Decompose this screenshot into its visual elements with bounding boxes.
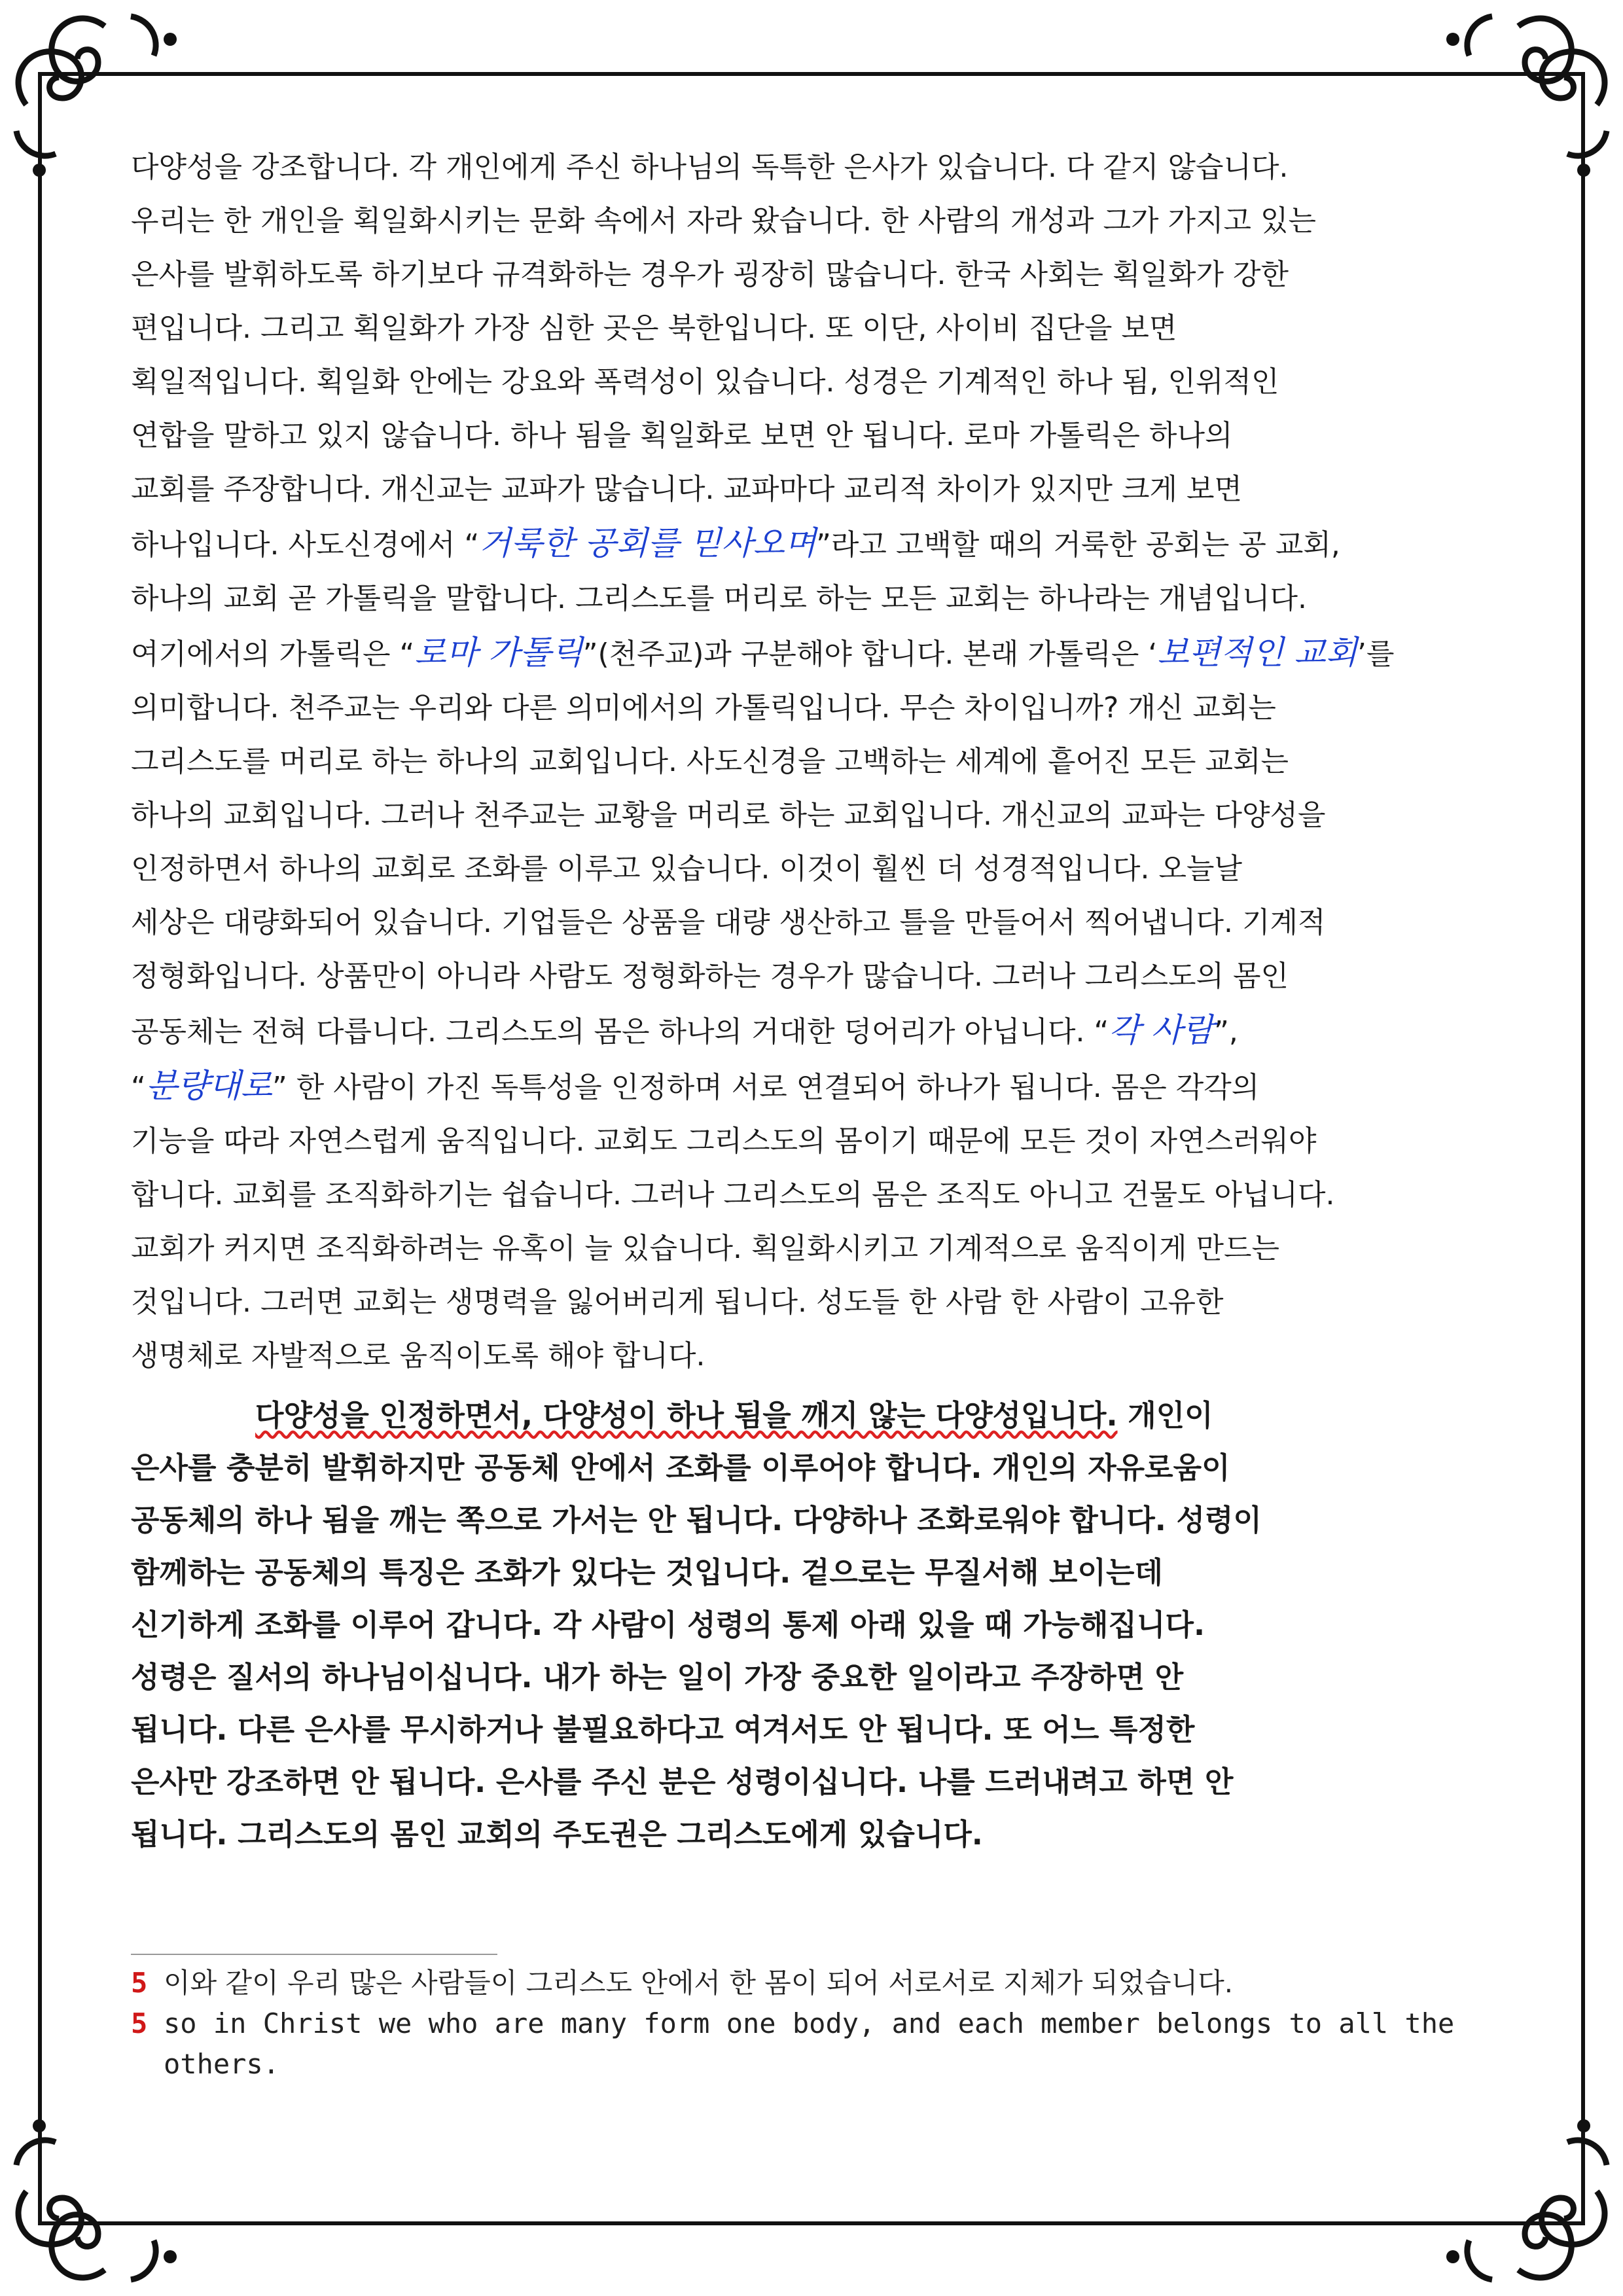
text-line: 것입니다. 그러면 교회는 생명력을 잃어버리게 됩니다. 성도들 한 사람 한 사람이 고유한 xyxy=(131,1285,1224,1319)
text-line: 성령은 질서의 하나님이십니다. 내가 하는 일이 가장 중요한 일이라고 주장하면 안 xyxy=(131,1660,1184,1695)
text-line: 교회를 주장합니다. 개신교는 교파가 많습니다. 교파마다 교리적 차이가 있지만 크게 보면 xyxy=(131,473,1242,506)
text-line: 생명체로 자발적으로 움직이도록 해야 합니다. xyxy=(131,1339,705,1372)
underlined-emphasis: 다양성을 인정하면서, 다양성이 하나 됨을 깨지 않는 다양성입니다. xyxy=(255,1398,1118,1433)
text-line: 은사만 강조하면 안 됩니다. 은사를 주신 분은 성령이십니다. 나를 드러내려고 하면 안 xyxy=(131,1765,1234,1799)
text-segment: 공동체는 전혀 다릅니다. 그리스도의 몸은 하나의 거대한 덩어리가 아닙니다. “ xyxy=(131,1015,1109,1049)
text-line: 연합을 말하고 있지 않습니다. 하나 됨을 획일화로 보면 안 됩니다. 로마 가톨릭은 하나의 xyxy=(131,419,1233,452)
text-segment: 하나입니다. 사도신경에서 “ xyxy=(131,528,480,562)
text-line: 기능을 따라 자연스럽게 움직입니다. 교회도 그리스도의 몸이기 때문에 모든 것이 자연스러워야 xyxy=(131,1124,1317,1158)
handwritten-annotation: 거룩한 공회를 믿사오며 xyxy=(479,524,817,562)
text-segment: ”(천주교)과 구분해야 합니다. 본래 가톨릭은 ‘ xyxy=(582,637,1158,671)
footnotes xyxy=(131,1954,1492,2085)
text-line: 편입니다. 그리고 획일화가 가장 심한 곳은 북한입니다. 또 이단, 사이비 집단을 보면 xyxy=(131,312,1177,345)
text-line: 그리스도를 머리로 하는 하나의 교회입니다. 사도신경을 고백하는 세계에 흩어진 모든 교회는 xyxy=(131,745,1289,778)
footnote-divider xyxy=(131,1954,497,1955)
text-line: 우리는 한 개인을 획일화시키는 문화 속에서 자라 왔습니다. 한 사람의 개성과 그가 가지고 있는 xyxy=(131,204,1316,238)
text-line: 은사를 충분히 발휘하지만 공동체 안에서 조화를 이루어야 합니다. 개인의 자유로움이 xyxy=(131,1450,1230,1485)
text-segment: ’를 xyxy=(1357,637,1395,671)
text-segment: “ xyxy=(131,1071,146,1104)
footnote-number: 5 xyxy=(131,1967,148,1999)
footnote-number: 5 xyxy=(131,2007,148,2039)
text-line-first xyxy=(131,1390,1492,1442)
ornament-corner-bottom-right xyxy=(1427,2100,1623,2296)
handwritten-annotation: 분량대로 xyxy=(145,1067,272,1105)
text-line: 세상은 대량화되어 있습니다. 기업들은 상품을 대량 생산하고 틀을 만들어서 찍어냅니다. 기계적 xyxy=(131,906,1326,939)
text-segment: ”라고 고백할 때의 거룩한 공회는 공 교회, xyxy=(816,528,1340,562)
text-line: 은사를 발휘하도록 하기보다 규격화하는 경우가 굉장히 많습니다. 한국 사회는 획일화가 강한 xyxy=(131,258,1289,291)
footnote-text: so in Christ we who are many form one body, and each member belongs to all the others. xyxy=(164,2007,1455,2080)
document-body xyxy=(131,141,1492,1861)
handwritten-annotation: 보편적인 교회 xyxy=(1157,634,1358,672)
text-line: 의미합니다. 천주교는 우리와 다른 의미에서의 가톨릭입니다. 무슨 차이입니까? 개신 교회는 xyxy=(131,691,1276,725)
text-line: 됩니다. 그리스도의 몸인 교회의 주도권은 그리스도에게 있습니다. xyxy=(131,1817,983,1852)
text-line: 정형화입니다. 상품만이 아니라 사람도 정형화하는 경우가 많습니다. 그러나 그리스도의 몸인 xyxy=(131,960,1289,993)
text-segment: ”, xyxy=(1214,1015,1238,1049)
paragraph-harmony-bold xyxy=(131,1390,1492,1861)
text-line-creed xyxy=(131,516,1492,572)
text-line: 획일적입니다. 획일화 안에는 강요와 폭력성이 있습니다. 성경은 기계적인 하나 됨, 인위적인 xyxy=(131,365,1279,399)
text-line-catholic xyxy=(131,626,1492,681)
text-line: 함께하는 공동체의 특징은 조화가 있다는 것입니다. 겉으로는 무질서해 보이는데 xyxy=(131,1555,1163,1590)
footnote-text: 이와 같이 우리 많은 사람들이 그리스도 안에서 한 몸이 되어 서로서로 지체가 되었습니다. xyxy=(164,1967,1234,1999)
text-line-measure xyxy=(131,1059,1492,1115)
text-line: 하나의 교회입니다. 그러나 천주교는 교황을 머리로 하는 교회입니다. 개신교의 교파는 다양성을 xyxy=(131,798,1326,832)
text-line: 공동체의 하나 됨을 깨는 쪽으로 가서는 안 됩니다. 다양하나 조화로워야 합니다. 성령이 xyxy=(131,1503,1262,1537)
text-line: 다양성을 강조합니다. 각 개인에게 주신 하나님의 독특한 은사가 있습니다. 다 같지 않습니다. xyxy=(131,151,1289,184)
footnote-english xyxy=(131,2003,1492,2085)
text-line: 교회가 커지면 조직화하려는 유혹이 늘 있습니다. 획일화시키고 기계적으로 움직이게 만드는 xyxy=(131,1232,1280,1265)
text-line: 하나의 교회 곧 가톨릭을 말합니다. 그리스도를 머리로 하는 모든 교회는 하나라는 개념입니다. xyxy=(131,582,1307,615)
text-line: 신기하게 조화를 이루어 갑니다. 각 사람이 성령의 통제 아래 있을 때 가능해집니다. xyxy=(131,1607,1205,1642)
text-line: 인정하면서 하나의 교회로 조화를 이루고 있습니다. 이것이 훨씬 더 성경적입니다. 오늘날 xyxy=(131,852,1242,886)
ornament-corner-bottom-left xyxy=(0,2100,196,2296)
text-line: 됩니다. 다른 은사를 무시하거나 불필요하다고 여겨서도 안 됩니다. 또 어느 특정한 xyxy=(131,1712,1195,1747)
handwritten-annotation: 각 사람 xyxy=(1109,1011,1215,1049)
text-segment: ” 한 사람이 가진 독특성을 인정하며 서로 연결되어 하나가 됩니다. 몸은 각각의 xyxy=(272,1071,1260,1104)
text-line: 합니다. 교회를 조직화하기는 쉽습니다. 그러나 그리스도의 몸은 조직도 아니고 건물도 아닙니다. xyxy=(131,1178,1335,1211)
footnote-korean xyxy=(131,1963,1492,2003)
handwritten-annotation: 로마 가톨릭 xyxy=(414,634,583,672)
text-line-body xyxy=(131,1003,1492,1059)
text-segment: 여기에서의 가톨릭은 “ xyxy=(131,637,415,671)
text-segment: 개인이 xyxy=(1117,1398,1213,1433)
paragraph-diversity xyxy=(131,141,1492,1383)
